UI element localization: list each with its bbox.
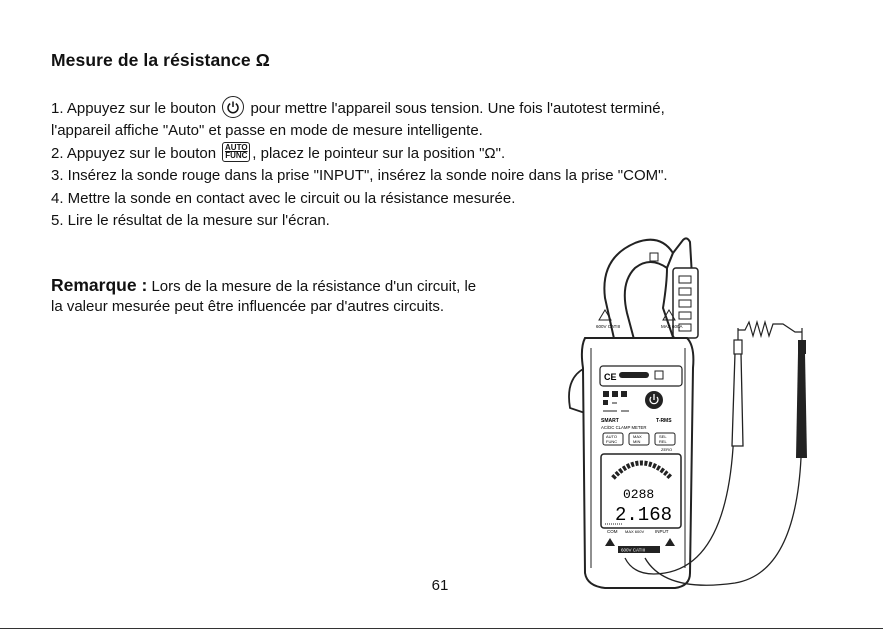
remark-text-line2: la valeur mesurée peut être influencée par d'autres circuits. (51, 298, 445, 315)
page-title: Mesure de la résistance Ω (51, 50, 270, 70)
ce-mark: CE (604, 372, 617, 382)
remark-label: Remarque : (51, 275, 148, 295)
meter-btn2-top: MAX (633, 434, 642, 439)
meter-btn1-top: AUTO (606, 434, 618, 439)
power-icon (222, 96, 244, 118)
red-probe (732, 353, 743, 446)
auto-func-icon-bottom: FUNC (225, 150, 248, 160)
resistor-icon (738, 322, 802, 336)
jaw-right-label: MAX 600A (661, 324, 683, 329)
input-label: INPUT (655, 529, 669, 534)
step-1-continued: l'appareil affiche "Auto" et passe en mode de mesure intelligente. (51, 122, 483, 140)
step-1-text-before: 1. Appuyez sur le bouton (51, 100, 221, 117)
cat-rating-label: 600V CATIII (621, 547, 646, 553)
com-label: COM (607, 529, 618, 534)
auto-func-icon-top: AUTO (225, 142, 248, 152)
max-voltage-label: MAX 600V (625, 529, 645, 534)
step-1-text-after: pour mettre l'appareil sous tension. Une fois l'autotest terminé, (246, 100, 665, 117)
remark-block (51, 275, 571, 315)
meter-btn3-bottom: REL (659, 439, 667, 444)
zero-label: ZERO (661, 447, 673, 452)
brand-smart: SMART (601, 418, 619, 424)
brand-subtitle: AC/DC CLAMP METER (601, 425, 647, 430)
black-probe (796, 353, 807, 458)
step-2 (51, 143, 831, 165)
instruction-steps (51, 98, 831, 232)
step-5: 5. Lire le résultat de la mesure sur l'écran. (51, 212, 330, 230)
lcd-display-bottom: 2.168 (615, 504, 673, 526)
step-3: 3. Insérez la sonde rouge dans la prise "INPUT", insérez la sonde noire dans la prise "COM". (51, 167, 668, 185)
brand-trms: T-RMS (656, 418, 672, 424)
remark-text-line1: Lors de la mesure de la résistance d'un circuit, le (147, 278, 477, 295)
step-4: 4. Mettre la sonde en contact avec le circuit ou la résistance mesurée. (51, 189, 516, 207)
meter-btn1-bottom: FUNC (606, 439, 618, 444)
jaw-left-label: 600V CATIII (596, 324, 621, 329)
step-2-text-after: , placez le pointeur sur la position "Ω". (252, 144, 506, 162)
step-1 (51, 98, 831, 120)
clamp-meter-illustration (555, 228, 810, 598)
auto-func-icon (222, 142, 250, 162)
footer-divider (0, 628, 883, 629)
step-2-text-before: 2. Appuyez sur le bouton (51, 144, 221, 162)
page-number: 61 (431, 577, 449, 594)
lcd-display-top: 0288 (623, 487, 655, 502)
meter-btn2-bottom: MIN (633, 439, 641, 444)
meter-btn3-top: SEL (659, 434, 667, 439)
